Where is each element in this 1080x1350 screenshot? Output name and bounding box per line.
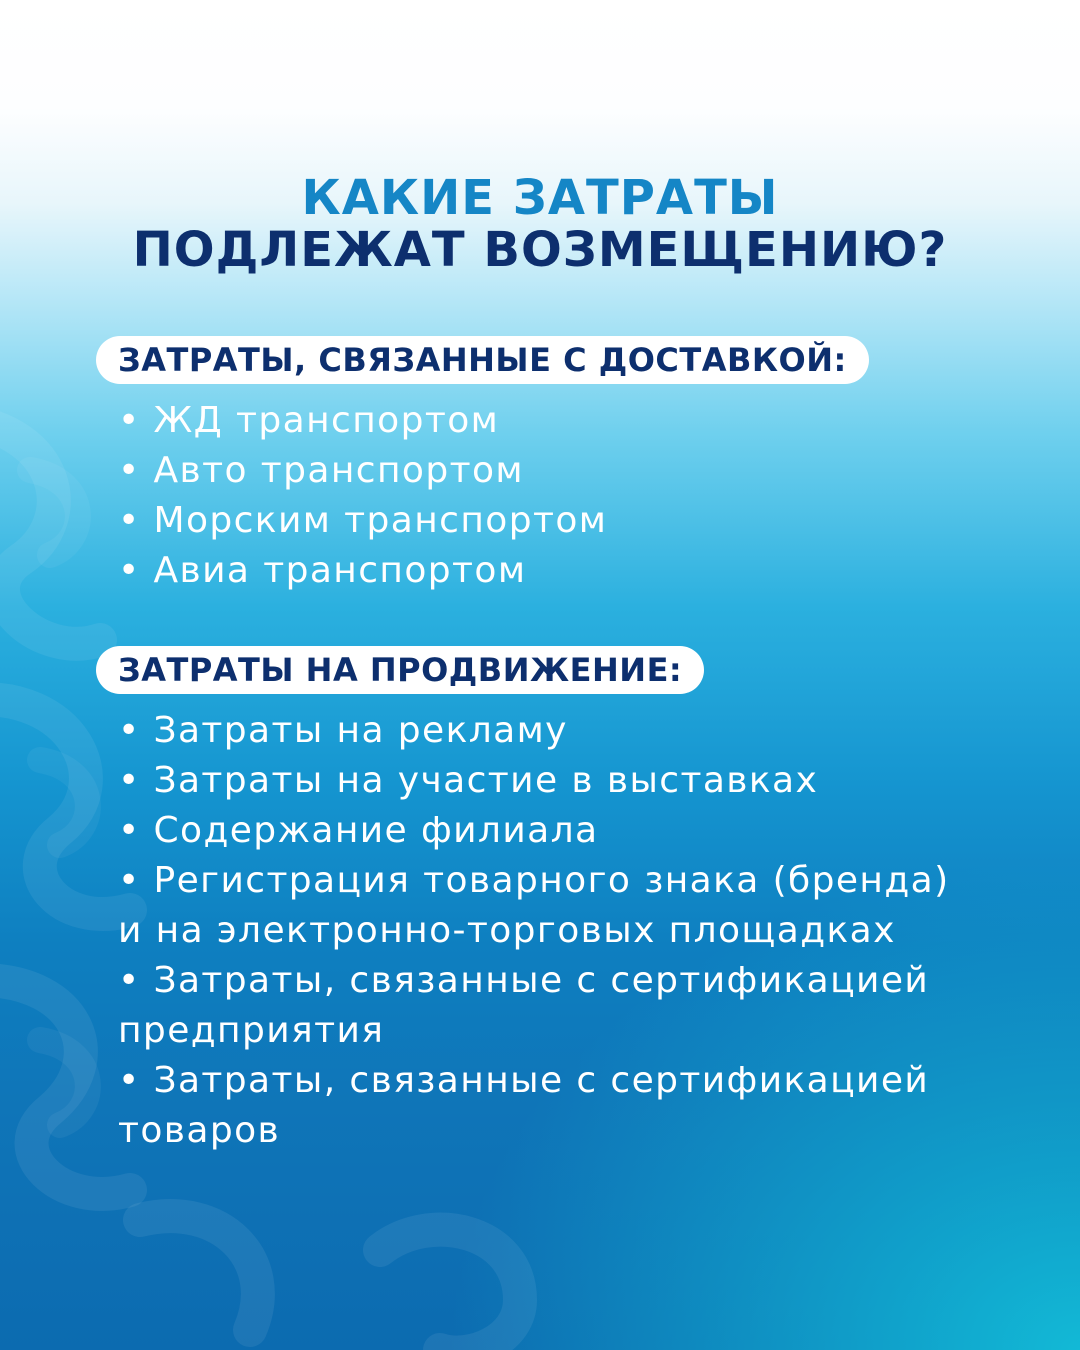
section-label-delivery: ЗАТРАТЫ, СВЯЗАННЫЕ С ДОСТАВКОЙ:	[96, 336, 869, 384]
list-item: • Затраты, связанные с сертификацией	[118, 960, 930, 1001]
list-item: предприятия	[118, 1010, 385, 1051]
list-item: • Морским транспортом	[118, 500, 608, 541]
promotion-costs-list	[118, 706, 1038, 1156]
page-title	[0, 172, 1080, 276]
list-item: • Затраты на рекламу	[118, 710, 568, 751]
delivery-costs-list	[118, 396, 1038, 596]
list-item: • Авиа транспортом	[118, 550, 527, 591]
list-item: товаров	[118, 1110, 281, 1151]
list-item: и на электронно-торговых площадках	[118, 910, 896, 951]
section-label-promotion: ЗАТРАТЫ НА ПРОДВИЖЕНИЕ:	[96, 646, 704, 694]
list-item: • Затраты, связанные с сертификацией	[118, 1060, 930, 1101]
list-item: • Регистрация товарного знака (бренда)	[118, 860, 950, 901]
title-line-2: ПОДЛЕЖАТ ВОЗМЕЩЕНИЮ?	[132, 222, 948, 278]
list-item: • Содержание филиала	[118, 810, 599, 851]
list-item: • Авто транспортом	[118, 450, 524, 491]
list-item: • ЖД транспортом	[118, 400, 500, 441]
title-line-1: КАКИЕ ЗАТРАТЫ	[301, 170, 779, 226]
list-item: • Затраты на участие в выставках	[118, 760, 819, 801]
